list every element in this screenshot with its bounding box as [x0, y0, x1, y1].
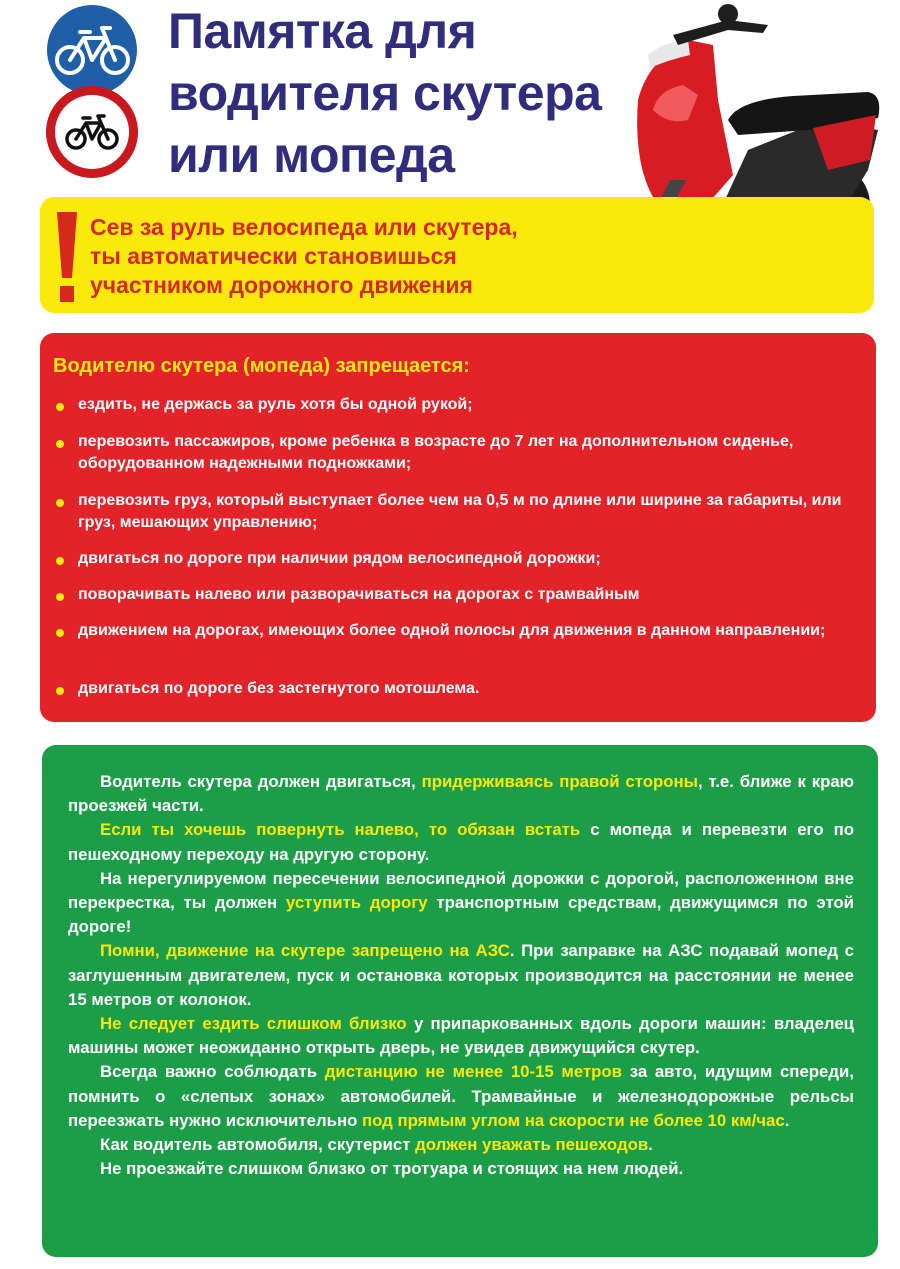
advice-paragraph: Водитель скутера должен двигаться, придерживаясь правой стороны, т.е. ближе к краю проезжей части.: [68, 772, 855, 816]
highlight: Помни, движение на скутере запрещено на АЗС: [100, 941, 510, 961]
advice-paragraph: Если ты хочешь повернуть налево, то обязан встать с мопеда и перевезти его по пешеходному переходу на другую сторону.: [68, 820, 854, 864]
no-bicycles-sign-icon: [46, 86, 138, 178]
page-title: [168, 0, 628, 186]
banner-line: Сев за руль велосипеда или скутера,: [90, 214, 518, 240]
warning-banner-text: [90, 213, 590, 300]
highlight: придерживаясь правой стороны: [421, 772, 698, 791]
highlight: должен уважать пешеходов: [415, 1135, 649, 1155]
banner-line: участником дорожного движения: [90, 272, 473, 298]
road-signs: [40, 2, 145, 180]
bullet-icon: [56, 403, 64, 411]
advice-paragraph: Всегда важно соблюдать дистанцию не менее 10-15 метров за авто, идущим спереди, помнить о «слепых зонах» автомобилей. Трамвайные и железнодорожные рельсы переезжать нужно исключительно под прямым углом на скорости не более 10 км/час.: [68, 1062, 854, 1130]
list-item-text: двигаться по дороге при наличии рядом велосипедной дорожки;: [78, 550, 601, 567]
advice-paragraph: Не проезжайте слишком близко от тротуара и стоящих на нем людей.: [100, 1159, 684, 1179]
list-item-text: поворачивать налево или разворачиваться на дорогах с трамвайным: [78, 586, 640, 603]
list-item-text: ездить, не держась за руль хотя бы одной рукой;: [78, 396, 473, 413]
title-line: водителя скутера: [168, 65, 602, 121]
banner-line: ты автоматически становишься: [90, 243, 457, 269]
bullet-icon: [56, 629, 64, 637]
prohibited-heading: Водителю скутера (мопеда) запрещается:: [53, 355, 470, 377]
title-line: или мопеда: [168, 127, 455, 183]
list-item-text: перевозить груз, который выступает более чем на 0,5 м по длине или ширине за габариты, или груз, мешающих управлению;: [78, 492, 842, 531]
bullet-icon: [56, 687, 64, 695]
bicycle-path-sign-icon: [44, 2, 140, 98]
advice-paragraph: Не следует ездить слишком близко у припаркованных вдоль дороги машин: владелец машины может неожиданно открыть дверь, не увидев движущийся скутер.: [68, 1014, 854, 1058]
list-item-text: перевозить пассажиров, кроме ребенка в возрасте до 7 лет на дополнительном сиденье, оборудованном надежными подножками;: [78, 433, 794, 472]
advice-paragraph: Помни, движение на скутере запрещено на АЗС. При заправке на АЗС подавай мопед с заглушенным двигателем, пуск и остановка которых производится на расстоянии не менее 15 метров от колонок.: [68, 941, 854, 1009]
bullet-icon: [56, 557, 64, 565]
advice-paragraph: Как водитель автомобиля, скутерист должен уважать пешеходов.: [100, 1135, 653, 1155]
list-item-text: движением на дорогах, имеющих более одной полосы для движения в данном направлении;: [78, 622, 826, 639]
highlight: Если ты хочешь повернуть налево, то обязан встать: [100, 820, 581, 840]
highlight: уступить дорогу: [285, 893, 428, 913]
bullet-icon: [56, 499, 64, 507]
advice-paragraph: На нерегулируемом пересечении велосипедной дорожки с дорогой, расположенном вне перекрестка, ты должен уступить дорогу транспортным средствам, движущимся по этой дороге!: [68, 868, 855, 937]
list-item-text: двигаться по дороге без застегнутого мотошлема.: [78, 680, 480, 697]
exclamation-icon: [55, 212, 79, 302]
highlight: Не следует ездить слишком близко: [100, 1014, 407, 1034]
highlight: под прямым углом на скорости не более 10 км/час: [362, 1110, 785, 1130]
bullet-icon: [56, 593, 64, 601]
advice-text: [68, 770, 854, 1181]
highlight: дистанцию не менее 10-15 метров: [324, 1062, 622, 1082]
bullet-icon: [56, 440, 64, 448]
title-line: Памятка для: [168, 3, 477, 59]
